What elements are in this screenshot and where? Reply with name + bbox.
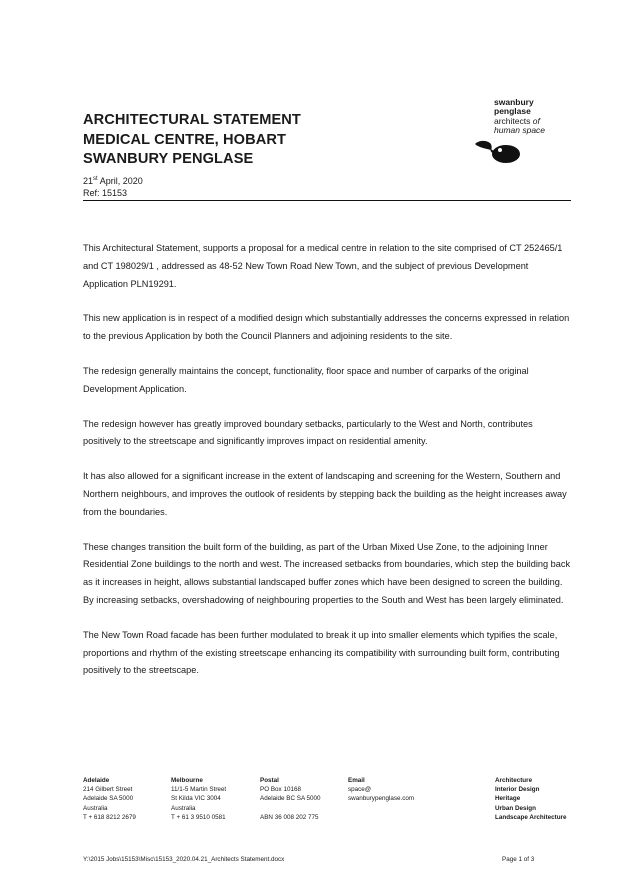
service-heritage: Heritage (495, 795, 521, 803)
paragraph-1: This Architectural Statement, supports a proposal for a medical centre in relation to the site comprised of CT 252465/1 and CT 198029/1 , addressed as 48-52 New Town Road New Town, and the subject of previous Development Application PLN19291. (83, 243, 563, 289)
document-title (83, 111, 301, 170)
melbourne-line-3: Australia (171, 804, 196, 812)
logo-tagline-c: human space (494, 125, 546, 135)
email-line-1[interactable]: space@ (348, 786, 372, 794)
header-divider (83, 200, 571, 201)
footer-melbourne (171, 776, 226, 822)
melbourne-heading: Melbourne (171, 777, 203, 784)
adelaide-line-3: Australia (83, 804, 108, 812)
date-rest: April, 2020 (97, 176, 143, 186)
email-heading: Email (348, 777, 365, 784)
postal-line-2: Adelaide BC SA 5000 (260, 795, 321, 803)
service-architecture: Architecture (495, 777, 533, 784)
email-line-2[interactable]: swanburypenglase.com (348, 795, 415, 803)
service-urban-design: Urban Design (495, 804, 536, 812)
date-suffix: st (93, 176, 98, 182)
adelaide-line-2: Adelaide SA 5000 (83, 795, 134, 803)
file-path: Y:\2015 Jobs\15153\Misc\15153_2020.04.21_Architects Statement.docx (83, 856, 285, 863)
footer-adelaide (83, 776, 136, 822)
logo-name-line-1: swanbury (494, 97, 534, 107)
service-landscape-architecture: Landscape Architecture (495, 813, 567, 821)
postal-spacer (260, 804, 321, 813)
footer-email (348, 776, 414, 804)
title-line-3: SWANBURY PENGLASE (83, 151, 254, 167)
service-interior-design: Interior Design (495, 786, 540, 794)
statement-body (83, 240, 573, 697)
logo-tagline-line-2 (494, 126, 545, 136)
date-day: 21 (83, 176, 94, 186)
postal-line-1: PO Box 10168 (260, 786, 301, 794)
logo-name-line-2: penglase (494, 106, 531, 116)
page-number: Page 1 of 3 (502, 856, 535, 863)
document-ref: Ref: 15153 (83, 188, 128, 198)
paragraph-5: It has also allowed for a significant increase in the extent of landscaping and screening for the Western, Southern and Northern neighbours, and improves the outlook of residents by stepping back the building as the height increases away from the boundaries. (83, 471, 567, 517)
title-line-1: ARCHITECTURAL STATEMENT (83, 112, 301, 128)
paragraph-6: These changes transition the built form of the building, as part of the Urban Mixed Use Zone, to the adjoining Inner Residential Zone buildings to the north and west. The increased setbacks from boundaries, which step the building back as it increases in height, allows substantial landscaped buffer zones which have been designed to screen the building. By increasing setbacks, overshadowing of neighbouring properties to the South and West has been largely eliminated. (83, 541, 571, 605)
postal-heading: Postal (260, 777, 279, 784)
melbourne-line-1: 11/1-5 Martin Street (171, 786, 227, 794)
logo-tagline-b: of (532, 116, 540, 126)
postal-abn: ABN 36 008 202 775 (260, 813, 319, 821)
footer-services (495, 776, 567, 822)
paragraph-4: The redesign however has greatly improved boundary setbacks, particularly to the West and North, contributes positively to the streetscape and significantly improves impact on residential amenity. (83, 418, 533, 447)
adelaide-phone: T + 618 8212 2679 (83, 813, 136, 821)
paragraph-7: The New Town Road facade has been further modulated to break it up into smaller elements which typifies the scale, proportions and rhythm of the existing streetscape enhancing its compatibility with surrounding built form, contributing positively to the streetscape. (83, 629, 560, 676)
adelaide-heading: Adelaide (83, 777, 110, 784)
logo-tagline-a: architects (494, 116, 533, 126)
paragraph-2: This new application is in respect of a modified design which substantially addresses the concerns expressed in relation to the previous Application by both the Council Planners and adjoining residents to the site. (83, 313, 570, 342)
melbourne-phone: T + 61 3 9510 0581 (171, 813, 226, 821)
document-date (83, 175, 143, 187)
footer-postal (260, 776, 321, 822)
company-logo (474, 98, 574, 170)
swan-logo-icon (474, 138, 524, 166)
melbourne-line-2: St Kilda VIC 3004 (171, 795, 221, 803)
paragraph-3: The redesign generally maintains the concept, functionality, floor space and number of carparks of the original Development Application. (83, 365, 529, 394)
adelaide-line-1: 214 Gilbert Street (83, 786, 133, 794)
title-line-2: MEDICAL CENTRE, HOBART (83, 131, 286, 148)
